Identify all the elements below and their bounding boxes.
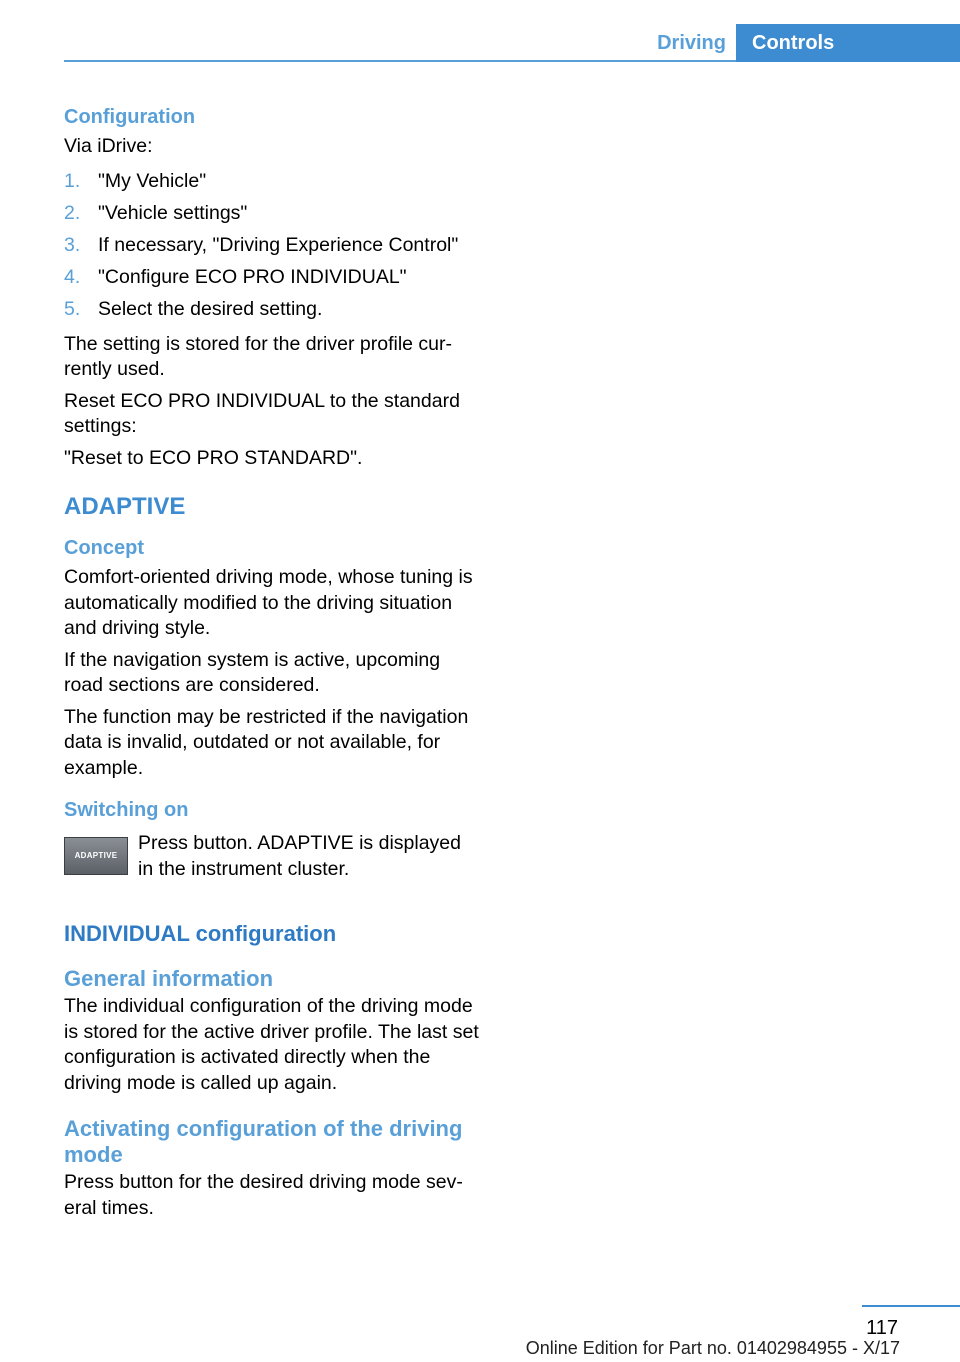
footer-edition: Online Edition for Part no. 01402984955 - X/17 bbox=[525, 1338, 900, 1358]
switching-on-heading: Switching on bbox=[64, 799, 189, 821]
general-information-heading: General information bbox=[64, 966, 274, 991]
individual-heading: INDIVIDUAL configuration bbox=[64, 921, 337, 946]
concept-paragraph-2: If the navigation system is active, upcoming road sections are considered. bbox=[64, 648, 441, 696]
page-number-rule bbox=[862, 1305, 960, 1307]
step-text: "My Vehicle" bbox=[98, 169, 207, 192]
step-number: 5. bbox=[64, 297, 81, 320]
step-text: If necessary, "Driving Experience Control" bbox=[98, 233, 459, 256]
step-number: 3. bbox=[64, 233, 81, 256]
concept-heading: Concept bbox=[64, 537, 144, 559]
adaptive-heading: ADAPTIVE bbox=[64, 493, 186, 520]
activating-text: Press button for the desired driving mode several times. bbox=[64, 1171, 463, 1219]
concept-paragraph-1: Comfort-oriented driving mode, whose tuning is automatically modified to the driving situation and driving style. bbox=[64, 566, 473, 639]
list-item bbox=[64, 198, 480, 230]
configuration-heading: Configuration bbox=[64, 106, 196, 128]
switching-on-text: Press button. ADAPTIVE is displayed in the instrument cluster. bbox=[138, 832, 461, 880]
main-column bbox=[64, 100, 480, 1227]
configuration-steps bbox=[64, 166, 480, 326]
step-number: 1. bbox=[64, 169, 81, 192]
reset-intro-text: Reset ECO PRO INDIVIDUAL to the standard settings: bbox=[64, 389, 460, 437]
list-item bbox=[64, 294, 480, 326]
list-item bbox=[64, 230, 480, 262]
stored-text: The setting is stored for the driver profile currently used. bbox=[64, 332, 452, 380]
step-text: "Vehicle settings" bbox=[98, 201, 248, 224]
header-chapter-tab: Controls bbox=[736, 24, 960, 62]
step-number: 4. bbox=[64, 265, 81, 288]
activating-heading: Activating configuration of the driving mode bbox=[64, 1116, 463, 1167]
adaptive-button-icon: ADAPTIVE bbox=[64, 837, 128, 875]
concept-paragraph-3: The function may be restricted if the navigation data is invalid, outdated or not available, for example. bbox=[64, 705, 469, 779]
via-idrive-text: Via iDrive: bbox=[64, 135, 153, 157]
switching-on-row bbox=[64, 831, 480, 888]
list-item bbox=[64, 166, 480, 198]
reset-value-text: "Reset to ECO PRO STANDARD". bbox=[64, 446, 363, 469]
general-information-text: The individual configuration of the driving mode is stored for the active driver profile. The last set configuration is activated directly when the driving mode is called up again. bbox=[64, 995, 479, 1094]
list-item bbox=[64, 262, 480, 294]
step-number: 2. bbox=[64, 201, 81, 224]
step-text: "Configure ECO PRO INDIVIDUAL" bbox=[98, 265, 407, 288]
step-text: Select the desired setting. bbox=[98, 297, 323, 320]
header-section-label: Driving bbox=[657, 32, 726, 54]
page-number: 117 bbox=[866, 1317, 898, 1339]
